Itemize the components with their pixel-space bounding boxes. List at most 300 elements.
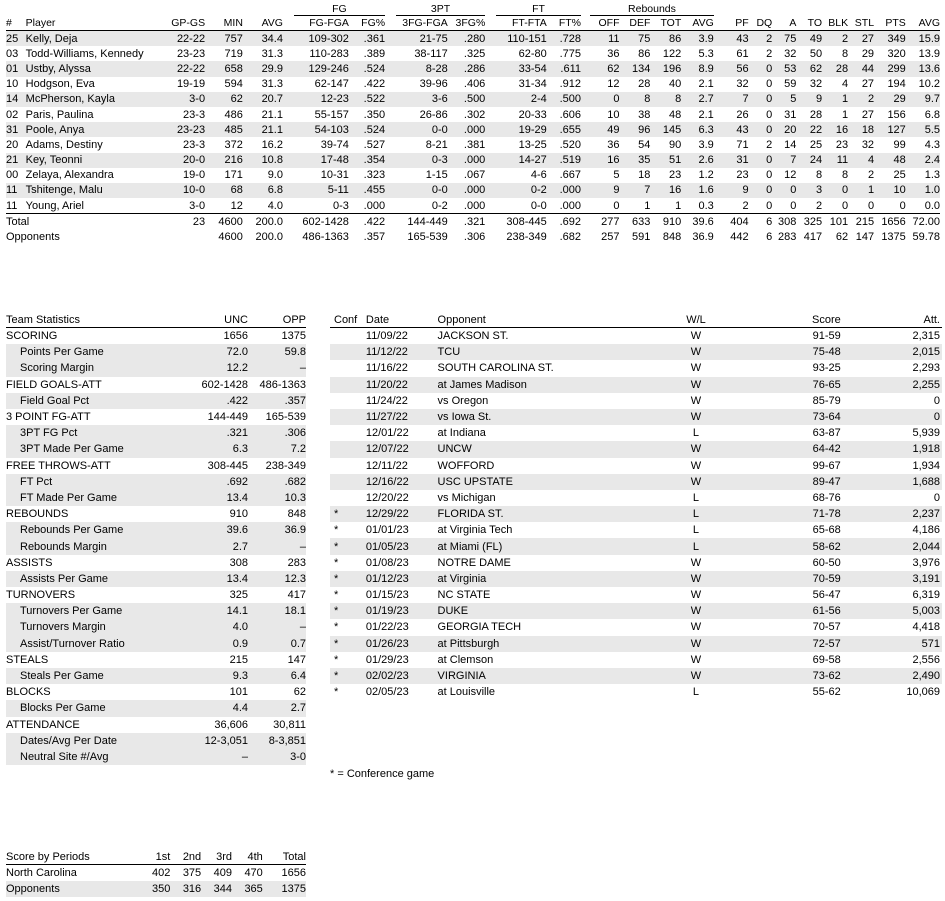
cell-player: Paris, Paulina	[25, 108, 94, 121]
table-row	[330, 684, 942, 700]
cell-att: 3,976	[912, 556, 940, 569]
cell-to: 325	[796, 214, 822, 230]
cell-3fgp: .306	[463, 230, 486, 243]
cell-avg3: 1.3	[924, 169, 940, 182]
cell-ftfta: 2-4	[496, 92, 547, 107]
cell-tot: 51	[650, 153, 681, 168]
cell-wl: W	[690, 362, 702, 375]
col-team-statistics: Team Statistics	[6, 314, 186, 328]
cell-pf: 2	[742, 199, 749, 212]
cell-avg1: 31.3	[261, 47, 283, 60]
col-avg-min: AVG	[243, 17, 283, 31]
cell-def: 7	[620, 183, 651, 198]
cell-date: 12/29/22	[366, 506, 438, 522]
cell-ftfta: 0-2	[496, 183, 547, 198]
cell-pf: 61	[736, 47, 749, 60]
cell-a: 75	[772, 31, 796, 47]
cell-dq: 0	[766, 169, 773, 182]
cell-avg1: 20.7	[243, 92, 283, 107]
col-blk: BLK	[822, 17, 848, 31]
col-a: A	[772, 17, 796, 31]
cell-fgp: .455	[349, 183, 385, 198]
cell-score: 60-50	[812, 556, 841, 569]
stat-opp: .306	[248, 425, 306, 441]
cell-off: 5	[613, 169, 620, 182]
schedule-table	[330, 314, 942, 700]
cell-3fgfga: 26-86	[419, 108, 448, 121]
total-row	[6, 214, 940, 230]
stat-unc: 0.9	[186, 636, 248, 652]
col-avg-pts: AVG	[906, 17, 940, 31]
cell-att: 0	[933, 394, 940, 407]
stat-opp: 36.9	[248, 522, 306, 538]
cell-fgfga: 5-11	[294, 183, 349, 198]
table-row	[330, 441, 942, 457]
cell-off: 0	[590, 92, 619, 107]
cell-player: Tshitenge, Malu	[26, 183, 165, 198]
cell-off: 36	[607, 47, 620, 60]
stat-unc: .422	[186, 393, 248, 409]
cell-avg2: 3.9	[681, 31, 714, 47]
cell-a: 283	[778, 230, 797, 243]
opponents-row	[6, 230, 940, 245]
cell-def: 18	[638, 169, 651, 182]
cell-tot: 196	[650, 61, 681, 76]
cell-def: 38	[638, 108, 651, 121]
stat-unc: 325	[229, 589, 248, 602]
cell-ftfta: 110-151	[496, 31, 547, 47]
cell-att: 1,918	[841, 441, 942, 457]
table-row	[6, 107, 940, 122]
cell-player: Kelly, Deja	[26, 31, 165, 47]
cell-def: 1	[644, 199, 651, 212]
cell-def: 28	[638, 78, 651, 91]
cell-dq: 6	[749, 214, 773, 230]
cell-score: 58-62	[732, 538, 841, 554]
table-row	[6, 31, 940, 47]
cell-conf: *	[330, 538, 366, 554]
cell-stl: 2	[848, 92, 874, 107]
cell-ftfta: 13-25	[518, 138, 547, 151]
cell-3fgfga: 0-2	[431, 199, 448, 212]
cell-a: 0	[772, 183, 796, 198]
cell-pf: 9	[723, 183, 749, 198]
stat-label: Points Per Game	[6, 344, 186, 360]
cell-tot: 122	[662, 47, 682, 60]
stat-opp: 417	[287, 589, 306, 602]
cell-date: 12/01/22	[365, 427, 409, 440]
cell-3fgp: .000	[448, 122, 486, 137]
cell-conf	[330, 344, 366, 360]
table-row	[6, 393, 306, 409]
cell-tot: 86	[650, 31, 681, 47]
player-stats-header-row	[6, 17, 940, 31]
cell-avg1: 200.0	[243, 214, 283, 230]
team-statistics-table	[6, 314, 306, 765]
cell-3fgp: .381	[463, 138, 486, 151]
cell-to: 32	[809, 78, 823, 91]
cell-date: 02/05/23	[365, 686, 409, 699]
cell-date: 01/22/23	[365, 621, 409, 634]
table-row	[330, 425, 942, 441]
cell-gpgs: 22-22	[165, 61, 205, 76]
stat-label: Neutral Site #/Avg	[6, 749, 186, 765]
cell-dq: 0	[749, 183, 773, 198]
cell-gpgs: 23-23	[165, 122, 205, 137]
cell-off: 9	[590, 183, 619, 198]
cell-opponent: at Pittsburgh	[438, 636, 661, 652]
cell-ftfta: 238-349	[506, 230, 547, 243]
cell-opponent: GEORGIA TECH	[437, 621, 522, 634]
cell-def: 96	[620, 122, 651, 137]
cell-conf: *	[330, 571, 366, 587]
cell-att: 0	[841, 409, 942, 425]
cell-p2: 375	[182, 867, 202, 880]
cell-opponent: vs Michigan	[437, 491, 496, 504]
cell-off: 257	[601, 230, 620, 243]
cell-avg2: 2.1	[698, 78, 714, 91]
group-header-rebounds: Rebounds	[590, 4, 714, 16]
cell-off: 0	[613, 199, 620, 212]
cell-fgfga: 602-1428	[294, 214, 349, 230]
cell-a: 14	[784, 138, 797, 151]
cell-p1: 402	[152, 867, 171, 880]
cell-wl: W	[660, 344, 731, 360]
cell-stl: 147	[855, 230, 875, 243]
cell-fgfga: 12-23	[294, 92, 349, 107]
col-wl: W/L	[660, 314, 731, 328]
stat-opp: –	[248, 619, 306, 635]
cell-fgp: .350	[363, 108, 386, 121]
group-header-ft: FT	[496, 4, 581, 16]
cell-date: 11/16/22	[365, 362, 408, 375]
cell-avg1: 29.9	[243, 61, 283, 76]
col-total: Total	[263, 851, 306, 865]
cell-stl: 27	[861, 78, 875, 91]
cell-date: 11/09/22	[365, 330, 408, 343]
table-row	[6, 587, 306, 603]
cell-wl: W	[660, 474, 731, 490]
table-row	[6, 328, 306, 345]
cell-conf: *	[330, 668, 366, 684]
cell-tot: 848	[662, 230, 682, 243]
cell-dq: 0	[766, 78, 773, 91]
cell-blk: 8	[842, 47, 849, 60]
cell-3fgp: .067	[463, 169, 486, 182]
cell-to: 3	[796, 183, 822, 198]
cell-avg2: 2.7	[681, 92, 714, 107]
cell-num: 10	[6, 78, 19, 91]
cell-conf	[330, 474, 366, 490]
cell-wl: W	[660, 603, 731, 619]
stat-opp: .357	[248, 393, 306, 409]
cell-off: 277	[590, 214, 619, 230]
table-row	[330, 571, 942, 587]
cell-pf: 43	[723, 31, 749, 47]
cell-player: Young, Ariel	[25, 199, 84, 212]
cell-team: North Carolina	[6, 867, 77, 880]
cell-date: 02/02/23	[366, 668, 438, 684]
table-row	[6, 506, 306, 522]
cell-score: 55-62	[812, 686, 841, 699]
table-row	[6, 717, 306, 733]
cell-off: 36	[607, 138, 620, 151]
cell-fgfga: 486-1363	[302, 230, 349, 243]
table-row	[330, 587, 942, 603]
stat-label: Scoring Margin	[6, 360, 186, 376]
table-row	[6, 122, 940, 137]
cell-wl: W	[690, 621, 702, 634]
cell-stl: 29	[861, 47, 875, 60]
cell-a: 59	[784, 78, 797, 91]
cell-wl: W	[690, 556, 702, 569]
cell-avg2: 8.9	[681, 61, 714, 76]
cell-player: Zelaya, Alexandra	[25, 169, 114, 182]
cell-ftp: .000	[559, 199, 581, 212]
stat-opp: 1375	[281, 330, 306, 343]
cell-date: 11/20/22	[366, 377, 438, 393]
cell-tot: 40	[669, 78, 682, 91]
cell-score: 89-47	[732, 474, 841, 490]
stat-unc: 1656	[223, 330, 248, 343]
cell-dq: 2	[749, 31, 773, 47]
cell-conf: *	[330, 603, 366, 619]
col-player: Player	[26, 17, 165, 31]
group-header-3pt: 3PT	[396, 4, 486, 16]
cell-score: 70-59	[732, 571, 841, 587]
cell-to: 49	[796, 31, 822, 47]
cell-opponent: at Indiana	[437, 427, 486, 440]
stat-label: FT Pct	[6, 474, 186, 490]
table-row	[6, 360, 306, 376]
cell-3fgfga: 8-21	[425, 138, 448, 151]
cell-num: 25	[6, 31, 26, 47]
stat-label: REBOUNDS	[6, 508, 69, 521]
cell-att: 10,069	[906, 686, 940, 699]
stat-unc: –	[186, 749, 248, 765]
stat-unc: 4.0	[186, 619, 248, 635]
cell-opponent: DUKE	[438, 603, 661, 619]
cell-opponent: WOFFORD	[437, 459, 495, 472]
score-by-periods-table	[6, 851, 306, 897]
cell-to: 9	[796, 92, 822, 107]
cell-blk: 8	[842, 169, 849, 182]
cell-stl: 215	[848, 214, 874, 230]
cell-score: 75-48	[732, 344, 841, 360]
table-row	[6, 636, 306, 652]
cell-att: 2,293	[912, 362, 940, 375]
stat-label: Rebounds Margin	[6, 538, 186, 554]
cell-wl: W	[660, 409, 731, 425]
cell-def: 591	[632, 230, 651, 243]
cell-pts: 0	[899, 199, 906, 212]
cell-off: 10	[607, 108, 620, 121]
cell-avg1: 9.0	[267, 169, 283, 182]
stat-unc: 308-445	[207, 459, 248, 472]
cell-conf: *	[330, 506, 366, 522]
cell-fgfga: 39-74	[320, 138, 349, 151]
cell-a: 12	[784, 169, 797, 182]
cell-ftp: .611	[547, 61, 581, 76]
cell-tot: 48	[669, 108, 682, 121]
stat-unc: 602-1428	[201, 378, 248, 391]
cell-avg1: 200.0	[255, 230, 283, 243]
table-row	[6, 183, 940, 198]
cell-num: 01	[6, 61, 26, 76]
cell-fgp: .524	[349, 61, 385, 76]
cell-num: 14	[6, 92, 26, 107]
table-row	[6, 61, 940, 76]
cell-att: 5,939	[912, 427, 940, 440]
cell-score: 85-79	[812, 394, 841, 407]
table-row	[6, 425, 306, 441]
cell-fgp: .524	[349, 122, 385, 137]
cell-att: 2,237	[841, 506, 942, 522]
cell-avg3: 1.0	[906, 183, 940, 198]
cell-fgfga: 17-48	[294, 153, 349, 168]
cell-opponent: at Louisville	[437, 686, 496, 699]
cell-num: 21	[6, 153, 26, 168]
cell-conf: *	[334, 589, 339, 602]
cell-opponent: TCU	[438, 344, 661, 360]
stat-label: Dates/Avg Per Date	[6, 733, 186, 749]
table-row	[6, 153, 940, 168]
table-row	[6, 490, 306, 506]
cell-date: 11/24/22	[365, 394, 408, 407]
cell-gpgs: 22-22	[165, 31, 205, 47]
stat-label: Blocks Per Game	[6, 700, 186, 716]
table-row	[330, 652, 942, 668]
cell-fgp: .361	[349, 31, 385, 47]
cell-3fgfga: 0-3	[396, 153, 448, 168]
cell-blk: 11	[822, 153, 848, 168]
col-1st: 1st	[140, 851, 171, 865]
cell-ftp: .655	[547, 122, 581, 137]
cell-player: Todd-Williams, Kennedy	[25, 47, 144, 60]
cell-pts: 127	[874, 122, 906, 137]
cell-ftp: .682	[559, 230, 581, 243]
cell-ftp: .775	[559, 47, 581, 60]
stat-unc: 14.1	[186, 603, 248, 619]
cell-date: 12/16/22	[366, 474, 438, 490]
cell-ftp: .692	[547, 214, 581, 230]
cell-score: 63-87	[812, 427, 841, 440]
cell-pf: 43	[723, 122, 749, 137]
stat-label: SCORING	[6, 330, 58, 343]
stat-label: FT Made Per Game	[6, 490, 186, 506]
cell-fgfga: 54-103	[294, 122, 349, 137]
cell-stl: 4	[848, 153, 874, 168]
cell-date: 11/27/22	[366, 409, 438, 425]
cell-a: 5	[772, 92, 796, 107]
cell-to: 50	[809, 47, 823, 60]
cell-pts: 25	[893, 169, 906, 182]
cell-conf	[330, 490, 366, 506]
cell-3fgfga: 39-96	[419, 78, 448, 91]
cell-pf: 31	[723, 153, 749, 168]
table-row	[6, 652, 306, 668]
cell-num: 20	[6, 138, 19, 151]
cell-fgfga: 62-147	[314, 78, 349, 91]
cell-score: 76-65	[732, 377, 841, 393]
cell-off: 62	[590, 61, 619, 76]
col-unc: UNC	[186, 314, 248, 328]
table-row	[330, 603, 942, 619]
cell-conf	[330, 377, 366, 393]
cell-pts: 320	[887, 47, 906, 60]
stat-label: Turnovers Margin	[6, 619, 186, 635]
cell-att: 571	[841, 636, 942, 652]
cell-gpgs: 19-0	[183, 169, 206, 182]
cell-to: 22	[796, 122, 822, 137]
cell-wl: L	[692, 427, 700, 440]
cell-gpgs: 23-3	[183, 108, 206, 121]
stat-opp: 0.7	[248, 636, 306, 652]
cell-att: 2,490	[841, 668, 942, 684]
cell-att: 0	[933, 491, 940, 504]
cell-opponent: VIRGINIA	[438, 668, 661, 684]
cell-dq: 0	[749, 61, 773, 76]
cell-avg3: 13.6	[906, 61, 940, 76]
cell-to: 2	[815, 199, 823, 212]
cell-date: 11/12/22	[366, 344, 438, 360]
cell-num: 00	[6, 169, 19, 182]
cell-to: 28	[809, 108, 823, 121]
cell-min: 757	[205, 31, 243, 47]
cell-att: 2,044	[841, 538, 942, 554]
stat-label: Turnovers Per Game	[6, 603, 186, 619]
table-row	[330, 619, 942, 635]
cell-3fgfga: 38-117	[414, 47, 448, 60]
stat-label: Assists Per Game	[6, 571, 186, 587]
cell-def: 54	[638, 138, 651, 151]
cell-avg3: 72.00	[906, 214, 940, 230]
cell-score: 69-58	[812, 653, 841, 666]
cell-min: 216	[205, 153, 243, 168]
stat-opp: .682	[248, 474, 306, 490]
cell-gpgs: 20-0	[165, 153, 205, 168]
cell-date: 12/07/22	[366, 441, 438, 457]
table-row	[6, 865, 306, 882]
cell-conf	[330, 425, 366, 441]
stat-unc: 6.3	[186, 441, 248, 457]
table-row	[330, 377, 942, 393]
cell-blk: 4	[842, 78, 849, 91]
cell-fgfga: 109-302	[294, 31, 349, 47]
stat-label: ASSISTS	[6, 556, 53, 569]
cell-3fgfga: 165-539	[407, 230, 448, 243]
cell-att: 2,015	[841, 344, 942, 360]
cell-dq: 2	[766, 47, 773, 60]
cell-player: Hodgson, Eva	[25, 78, 95, 91]
cell-tot: 1	[675, 199, 682, 212]
col-2nd: 2nd	[170, 851, 201, 865]
cell-stl: 1	[848, 183, 874, 198]
stat-label: TURNOVERS	[6, 589, 76, 602]
stat-unc: 39.6	[186, 522, 248, 538]
stat-opp: 238-349	[265, 459, 306, 472]
cell-min: 62	[205, 92, 243, 107]
cell-fgp: .323	[363, 169, 386, 182]
col-4th: 4th	[232, 851, 263, 865]
col-opp: OPP	[248, 314, 306, 328]
table-row	[330, 522, 942, 538]
stat-label: Assist/Turnover Ratio	[6, 636, 186, 652]
cell-avg2: 5.3	[698, 47, 714, 60]
cell-total-label: Total	[6, 214, 165, 230]
cell-wl: W	[690, 653, 702, 666]
cell-ftfta: 14-27	[496, 153, 547, 168]
